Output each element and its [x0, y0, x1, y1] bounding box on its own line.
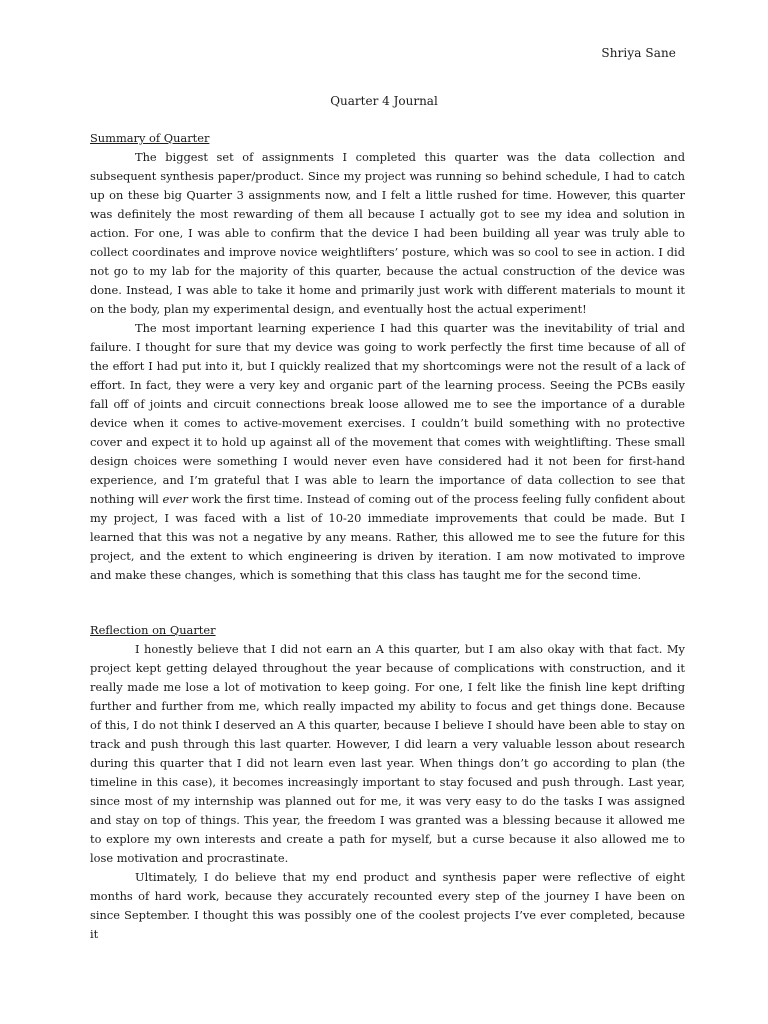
summary-paragraph-2-emphasis: ever	[162, 492, 188, 506]
summary-paragraph-2	[90, 319, 685, 585]
reflection-section	[90, 621, 685, 944]
reflection-paragraph-2: Ultimately, I do believe that my end product and synthesis paper were reflective of eight months of hard work, because they accurately recounted every step of the journey I have been on since September. I thought this was possibly one of the coolest projects I’ve ever completed, because it	[90, 870, 685, 941]
author-name: Shriya Sane	[601, 46, 676, 60]
reflection-paragraph-1: I honestly believe that I did not earn an A this quarter, but I am also okay with that fact. My project kept getting delayed throughout the year because of complications with construction, and it really made me lose a lot of motivation to keep going. For one, I felt like the finish line kept drifting further and further from me, which really impacted my ability to focus and get things done. Because of this, I do not think I deserved an A this quarter, because I believe I should have been able to stay on track and push through this last quarter. However, I did learn a very valuable lesson about research during this quarter that I did not learn even last year. When things don’t go according to plan (the timeline in this case), it becomes increasingly important to stay focused and push through. Last year, since most of my internship was planned out for me, it was very easy to do the tasks I was assigned and stay on top of things. This year, the freedom I was granted was a blessing because it allowed me to explore my own interests and create a path for myself, but a curse because it also allowed me to lose motivation and procrastinate.	[90, 642, 685, 865]
summary-heading: Summary of Quarter	[90, 131, 210, 145]
document-title: Quarter 4 Journal	[330, 94, 438, 108]
reflection-heading: Reflection on Quarter	[90, 623, 216, 637]
summary-paragraph-2-part-a: The most important learning experience I had this quarter was the inevitability of trial and failure. I thought for sure that my device was going to work perfectly the first time because of all of the effort I had put into it, but I quickly realized that my shortcomings were not the result of a lack of effort. In fact, they were a very key and organic part of the learning process. Seeing the PCBs easily fall off of joints and circuit connections break loose allowed me to see the importance of a durable device when it comes to active-movement exercises. I couldn’t build something with no protective cover and expect it to hold up against all of the movement that comes with weightlifting. These small design choices were something I would never even have considered had it not been for first-hand experience, and I’m grateful that I was able to learn the importance of data collection to see that nothing will	[90, 321, 685, 506]
summary-paragraph-1: The biggest set of assignments I completed this quarter was the data collection and subsequent synthesis paper/product. Since my project was running so behind schedule, I had to catch up on these big Quarter 3 assignments now, and I felt a little rushed for time. However, this quarter was definitely the most rewarding of them all because I actually got to see my idea and solution in action. For one, I was able to confirm that the device I had been building all year was truly able to collect coordinates and improve novice weightlifters’ posture, which was so cool to see in action. I did not go to my lab for the majority of this quarter, because the actual construction of the device was done. Instead, I was able to take it home and primarily just work with different materials to mount it on the body, plan my experimental design, and eventually host the actual experiment!	[90, 150, 685, 316]
summary-paragraph-2-part-b: work the first time. Instead of coming out of the process feeling fully confident about my project, I was faced with a list of 10-20 immediate improvements that could be made. But I learned that this was not a negative by any means. Rather, this allowed me to see the future for this project, and the extent to which engineering is driven by iteration. I am now motivated to improve and make these changes, which is something that this class has taught me for the second time.	[90, 492, 686, 582]
summary-section	[90, 129, 685, 585]
